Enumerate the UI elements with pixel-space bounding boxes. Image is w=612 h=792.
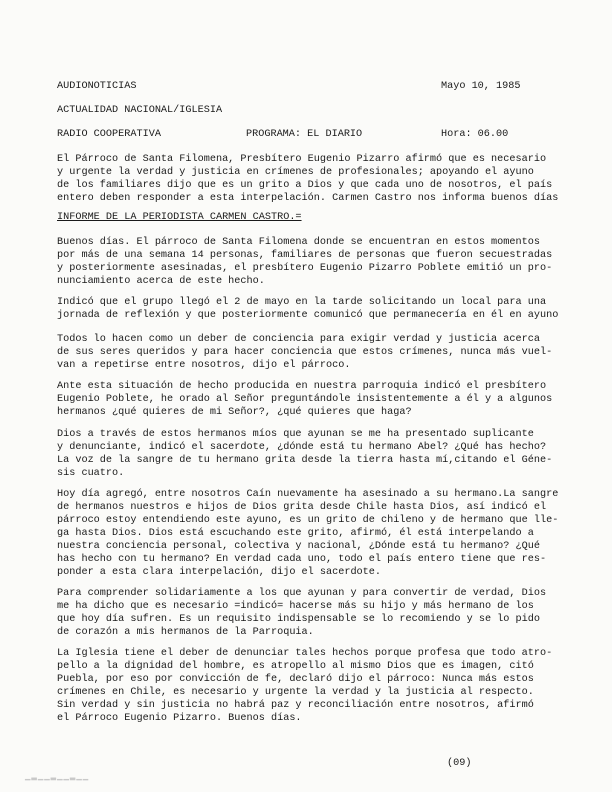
text-line: de los familiares dijo que es un grito a Dios y que cada uno de nosotros, el país [57,180,553,191]
text-line: hermanos ¿qué quieres de mi Señor?, ¿qué quieres que haga? [57,407,412,418]
text-line: El Párroco de Santa Filomena, Presbítero Eugenio Pizarro afirmó que es necesario [57,154,547,165]
text-line: has hecho con tu hermano? En verdad cada uno, todo el país entero tiene que res- [57,554,547,565]
report-heading: INFORME DE LA PERIODISTA CARMEN CASTRO.= [57,212,302,223]
text-line: Hoy día agregó, entre nosotros Caín nuevamente ha asesinado a su hermano.La sangre [57,489,559,500]
text-line: Buenos días. El párroco de Santa Filomena donde se encuentran en estos momentos [57,237,540,248]
text-line: Puebla, por eso por convicción de fe, declaró dijo el párroco: Nunca más estos [57,674,534,685]
text-line: y posteriormente asesinadas, el presbítero Eugenio Pizarro Poblete emitió un pro- [57,263,553,274]
text-line: y urgente la verdad y justicia en crímenes de profesionales; apoyando el ayuno [57,167,534,178]
text-line: por más de una semana 14 personas, familiares de personas que fueron secuestradas [57,250,553,261]
text-line: el Párroco Eugenio Pizarro. Buenos días. [57,713,302,724]
text-line: nuestra conciencia personal, colectiva y nacional, ¿Dónde está tu hermano? ¿Qué [57,541,540,552]
program-label: PROGRAMA: EL DIARIO [246,129,363,140]
body-paragraph-2 [57,296,557,322]
text-line: entero deben responder a esta interpelación. Carmen Castro nos informa buenos días [57,193,559,204]
text-line: La Iglesia tiene el deber de denunciar tales hechos porque profesa que todo atro- [57,648,553,659]
text-line: Sin verdad y sin justicia no habrá paz y reconciliación entre nosotros, afirmó [57,700,534,711]
body-paragraph-8 [57,647,557,725]
page-number: (09) [447,758,472,769]
text-line: Ante esta situación de hecho producida en nuestra parroquia indicó el presbítero [57,381,547,392]
source-label: AUDIONOTICIAS [57,81,137,92]
text-line: de corazón a mis hermanos de la Parroquia. [57,627,314,638]
body-paragraph-7 [57,587,557,639]
body-paragraph-3 [57,333,557,372]
body-paragraph-6 [57,488,557,579]
text-line: jornada de reflexión y que posteriormente comunicó que permanecería en él en ayuno [57,310,559,321]
body-paragraph-1 [57,236,557,288]
text-line: pello a la dignidad del hombre, es atropello al mismo Dios que es imagen, citó [57,661,534,672]
text-line: Dios a través de estos hermanos míos que ayunan se me ha presentado suplicante [57,429,534,440]
station-label: RADIO COOPERATIVA [57,129,161,140]
body-paragraph-4 [57,380,557,419]
intro-paragraph [57,153,557,205]
body-paragraph-5 [57,428,557,480]
text-line: ponder a esta clara interpelación, dijo el sacerdote. [57,567,382,578]
text-line: Eugenio Poblete, he orado al Señor preguntándole insistentemente a él y a algunos [57,394,553,405]
section-label: ACTUALIDAD NACIONAL/IGLESIA [57,105,223,116]
text-line: La voz de la sangre de tu hermano grita desde la tierra hasta mí,citando el Géne- [57,455,553,466]
text-line: me ha dicho que es necesario =indicó= hacerse más su hijo y más hermano de los [57,601,534,612]
text-line: van a repetirse entre nosotros, dijo el párroco. [57,360,351,371]
text-line: crímenes en Chile, es necesario y urgente la verdad y la justicia al respecto. [57,687,534,698]
date-label: Mayo 10, 1985 [441,81,521,92]
text-line: párroco estoy entendiendo este ayuno, es un grito de chileno y de hermano que lle- [57,515,559,526]
text-line: nunciamiento acerca de este hecho. [57,276,265,287]
scan-smudge: ▁▂▁▁▂▁▁▂▁▁ [25,771,90,781]
text-line: de hermanos nuestros e hijos de Dios grita desde Chile hasta Dios, así indicó el [57,502,547,513]
text-line: sis cuatro. [57,468,125,479]
text-line: de sus seres queridos y para hacer conciencia que estos crímenes, nunca más vuel- [57,347,553,358]
text-line: Indicó que el grupo llegó el 2 de mayo en la tarde solicitando un local para una [57,297,547,308]
text-line: y denunciante, indicó el sacerdote, ¿dónde está tu hermano Abel? ¿Qué has hecho? [57,442,547,453]
text-line: Todos lo hacen como un deber de conciencia para exigir verdad y justicia acerca [57,334,540,345]
time-label: Hora: 06.00 [441,129,509,140]
text-line: que hoy día sufren. Es un requisito indispensable se lo recomiendo y se lo pido [57,614,540,625]
text-line: Para comprender solidariamente a los que ayunan y para convertir de verdad, Dios [57,588,547,599]
text-line: ga hasta Dios. Dios está escuchando este grito, afirmó, él está interpelando a [57,528,534,539]
